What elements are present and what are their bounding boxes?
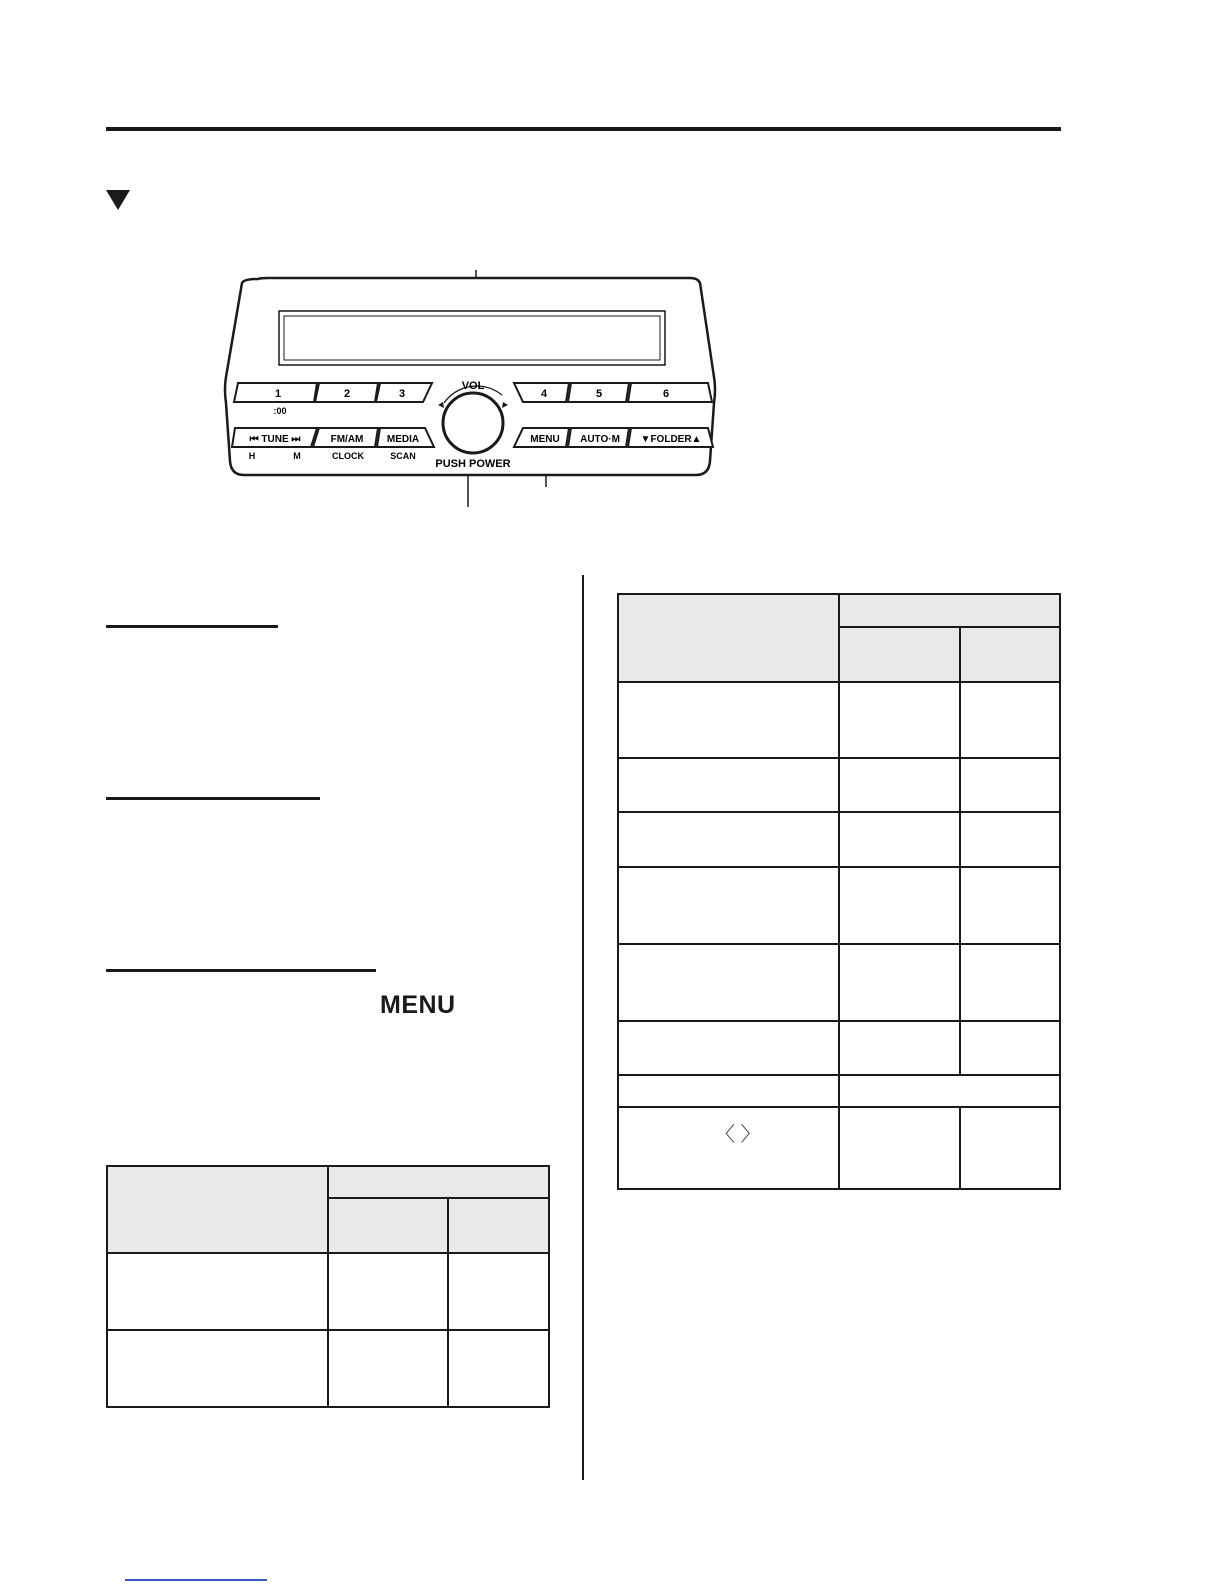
preset-1-sub-label: :00 bbox=[273, 406, 287, 416]
table-header-cell bbox=[839, 594, 1060, 627]
menu-button-reference: MENU bbox=[380, 991, 456, 1019]
clock-label: CLOCK bbox=[332, 451, 364, 461]
svg-text:FM/AM: FM/AM bbox=[330, 434, 364, 445]
table-cell bbox=[960, 1021, 1060, 1075]
settings-table-right bbox=[617, 593, 1061, 1190]
table-cell bbox=[448, 1330, 549, 1407]
settings-table-left bbox=[106, 1165, 550, 1408]
preset-3-button[interactable] bbox=[376, 383, 432, 402]
table-cell bbox=[839, 1107, 959, 1189]
svg-text:▼FOLDER▲: ▼FOLDER▲ bbox=[640, 434, 702, 445]
preset-6-button[interactable] bbox=[628, 383, 712, 402]
table-cell bbox=[960, 867, 1060, 944]
svg-text:MENU: MENU bbox=[530, 434, 560, 445]
table-cell bbox=[839, 758, 959, 812]
vol-label: VOL bbox=[461, 380, 485, 392]
table-row bbox=[618, 867, 1060, 944]
table-header-cell bbox=[328, 1198, 448, 1253]
table-row bbox=[618, 758, 1060, 812]
tune-sub-h-label: H bbox=[248, 451, 256, 461]
table-cell bbox=[107, 1253, 328, 1330]
table-cell bbox=[839, 812, 959, 867]
table-cell bbox=[618, 758, 839, 812]
table-cell bbox=[839, 1021, 959, 1075]
table-cell bbox=[618, 1021, 839, 1075]
top-rule bbox=[106, 127, 1061, 131]
svg-text:6: 6 bbox=[662, 388, 670, 400]
table-cell bbox=[328, 1330, 448, 1407]
table-row bbox=[618, 944, 1060, 1021]
svg-text:AUTO·M: AUTO·M bbox=[580, 434, 620, 445]
fm-am-button[interactable] bbox=[313, 428, 378, 447]
table-header-cell bbox=[839, 627, 959, 682]
table-cell bbox=[839, 682, 959, 758]
svg-text:MEDIA: MEDIA bbox=[386, 434, 420, 445]
preset-2-button[interactable] bbox=[315, 383, 378, 402]
preset-1-button[interactable] bbox=[234, 383, 317, 402]
table-cell bbox=[618, 1075, 839, 1107]
table-cell bbox=[960, 1107, 1060, 1189]
table-row bbox=[107, 1330, 549, 1407]
tune-sub-m-label: M bbox=[293, 451, 301, 461]
table-cell bbox=[618, 867, 839, 944]
section-rule-1 bbox=[106, 625, 278, 628]
audio-unit-illustration bbox=[220, 265, 730, 515]
table-row bbox=[107, 1253, 549, 1330]
table-header-cell bbox=[618, 594, 839, 682]
table-cell bbox=[839, 867, 959, 944]
table-cell bbox=[960, 812, 1060, 867]
menu-button[interactable] bbox=[514, 428, 569, 447]
table-cell bbox=[328, 1253, 448, 1330]
preset-5-button[interactable] bbox=[568, 383, 629, 402]
left-right-arrows-icon: 〈 〉 bbox=[715, 1124, 761, 1146]
push-power-label: PUSH POWER bbox=[435, 458, 511, 470]
table-cell bbox=[960, 682, 1060, 758]
section-rule-2 bbox=[106, 797, 320, 800]
table-cell bbox=[448, 1253, 549, 1330]
table-row bbox=[618, 812, 1060, 867]
preset-4-button[interactable] bbox=[514, 383, 569, 402]
table-header-cell bbox=[448, 1198, 549, 1253]
table-cell bbox=[618, 812, 839, 867]
table-row bbox=[618, 1075, 1060, 1107]
footer-link[interactable] bbox=[125, 1579, 267, 1581]
table-cell bbox=[960, 758, 1060, 812]
table-header-cell bbox=[328, 1166, 549, 1198]
section-triangle-icon bbox=[106, 190, 130, 210]
svg-text:⏮ TUNE ⏭: ⏮ TUNE ⏭ bbox=[249, 434, 301, 445]
table-row bbox=[618, 682, 1060, 758]
column-divider bbox=[582, 575, 584, 1480]
svg-text:2: 2 bbox=[343, 388, 351, 400]
svg-text:3: 3 bbox=[398, 388, 406, 400]
media-button[interactable] bbox=[377, 428, 434, 447]
table-row bbox=[618, 1021, 1060, 1075]
table-header-cell bbox=[960, 627, 1060, 682]
table-cell bbox=[960, 944, 1060, 1021]
scan-label: SCAN bbox=[390, 451, 416, 461]
table-row bbox=[618, 1107, 1060, 1189]
folder-button[interactable] bbox=[628, 428, 713, 447]
table-header-cell bbox=[107, 1166, 328, 1253]
svg-text:4: 4 bbox=[540, 388, 548, 400]
tune-button[interactable] bbox=[232, 428, 317, 447]
table-cell bbox=[618, 1107, 839, 1189]
section-rule-3 bbox=[106, 969, 376, 972]
table-cell bbox=[107, 1330, 328, 1407]
table-cell bbox=[839, 944, 959, 1021]
svg-text:5: 5 bbox=[595, 388, 603, 400]
svg-text:1: 1 bbox=[274, 388, 282, 400]
table-cell bbox=[618, 944, 839, 1021]
table-cell bbox=[618, 682, 839, 758]
auto-m-button[interactable] bbox=[568, 428, 629, 447]
table-cell bbox=[839, 1075, 1060, 1107]
